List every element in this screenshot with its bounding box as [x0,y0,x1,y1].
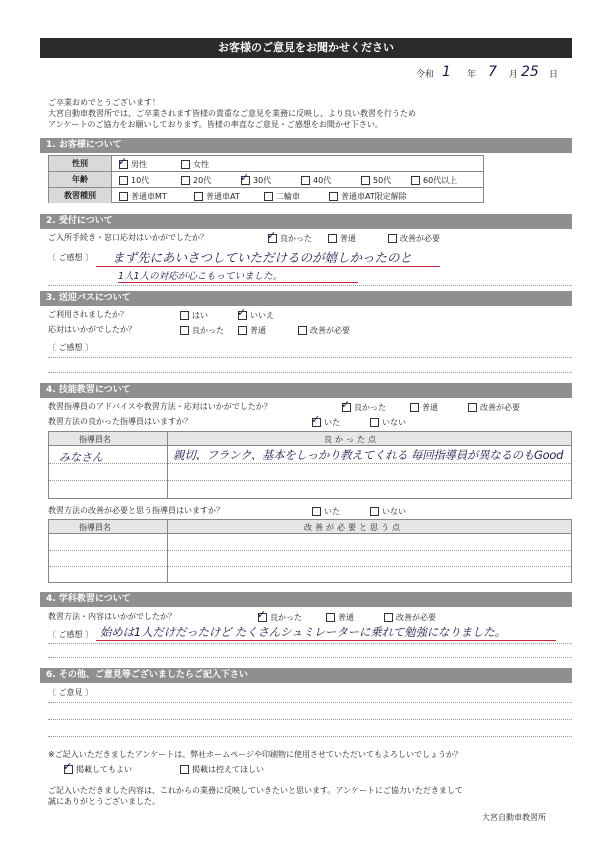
page-title: お客様のご意見をお聞かせください [40,38,572,58]
section3-header: 3. 送迎バスについて [40,291,572,306]
check-mark-icon: ✓ [311,413,321,426]
intro-line3: アンケートのご協力をお願いしております。皆様の率直なご意見・ご感想をお聞かせ下さい。 [48,120,383,129]
date-month-unit: 月 [509,70,519,80]
type-label: 教習種別 [49,188,111,203]
date-day-unit: 日 [549,70,559,80]
bus-improve-checkbox[interactable]: 改善が必要 [298,325,350,336]
bus-service-question: 応対はいかがでしたか？ [48,325,136,334]
publish-question: ※ご記入いただきましたアンケートは、弊社ホームページや印刷物に使用させていただいてもよろしいでしょうか？ [48,750,463,759]
section4-header: 4. 技能教習について [40,383,572,398]
good-instructor-points: 親切、フランク、基本をしっかり教えてくれる 毎回指導員が異なるのもGood [173,448,564,462]
check-mark-icon: ✓ [118,155,128,168]
gender-male-checkbox[interactable]: ✓ 男性 [118,155,147,169]
skill-good-checkbox[interactable]: ✓ 良かった [341,398,386,412]
academic-comment: 始めは1人だけだったけど たくさんシュミレーターに乗れて勉強になりました。 [100,625,506,639]
type-motorcycle-checkbox[interactable]: 二輪車 [264,191,300,202]
reception-question: ご入所手続き・窓口応対はいかがでしたか？ [48,233,208,242]
improve-instructor-question: 教習方法の改善が必要と思う指導員はいますか？ [48,506,224,515]
age-30s-checkbox[interactable]: ✓ 30代 [240,171,272,185]
col-good-points: 良かった点 [324,435,379,444]
check-mark-icon: ✓ [240,171,250,184]
bus-use-question: ご利用されましたか？ [48,310,128,319]
date-day: 25 [521,64,539,80]
good-instructor-yes-checkbox[interactable]: ✓ いた [311,413,340,427]
footer-line2: 誠にありがとうございました。 [48,797,160,806]
age-40s-checkbox[interactable]: 40代 [301,175,331,186]
intro-line2: 大宮自動車教習所では、ご卒業されます皆様の貴重なご意見を業務に反映し、より良い教習を行うため [48,109,416,118]
date-era: 令和 [416,70,435,80]
bus-comment-label: 〔 ご感想 〕 [48,343,94,352]
bus-no-checkbox[interactable]: ✓ いいえ [237,306,274,320]
date-year: 1 [442,64,451,80]
good-instructor-question: 教習方法の良かった指導員はいますか？ [48,417,192,426]
reception-comment-line1: まず先にあいさつしていただけるのが嬉しかったのと [112,250,413,265]
date-month: 7 [488,64,497,80]
good-instructor-table [48,431,572,499]
col-instructor-name: 指導員名 [79,523,111,532]
type-at-release-checkbox[interactable]: 普通車AT限定解除 [329,191,407,202]
academic-good-checkbox[interactable]: ✓ 良かった [257,608,302,622]
bus-normal-checkbox[interactable]: 普通 [238,325,266,336]
reception-improve-checkbox[interactable]: 改善が必要 [388,233,440,244]
publish-ok-checkbox[interactable]: ✓ 掲載してもよい [63,760,132,774]
academic-question: 教習方法・内容はいかがでしたか？ [48,612,176,621]
reception-good-checkbox[interactable]: ✓ 良かった [267,229,312,243]
skill-improve-checkbox[interactable]: 改善が必要 [468,402,520,413]
section6-header: 6. その他、ご意見等ございましたらご記入下さい [40,668,572,683]
underline-mark [96,266,440,267]
intro-line1: ご卒業おめでとうございます！ [48,98,160,107]
col-instructor-name: 指導員名 [79,435,111,444]
age-20s-checkbox[interactable]: 20代 [181,175,211,186]
bus-yes-checkbox[interactable]: はい [180,310,208,321]
good-instructor-no-checkbox[interactable]: いない [370,417,406,428]
footer-line1: ご記入いただきました内容は、これからの業務に反映していきたいと思います。アンケートにご協力いただきまして [48,786,463,795]
publish-no-checkbox[interactable]: 掲載は控えてほしい [180,764,264,775]
gender-female-checkbox[interactable]: 女性 [181,159,209,170]
gender-label: 性別 [49,156,111,172]
check-mark-icon: ✓ [237,306,247,319]
age-label: 年齢 [49,172,111,188]
academic-comment-label: 〔 ご感想 〕 [48,630,94,639]
skill-question: 教習指導員のアドバイスや教習方法・応対はいかがでしたか？ [48,402,272,411]
check-mark-icon: ✓ [257,608,267,621]
underline-mark [96,640,556,641]
underline-mark [118,282,358,283]
age-10s-checkbox[interactable]: 10代 [119,175,149,186]
section5-header: 4. 学科教習について [40,592,572,607]
improve-instructor-no-checkbox[interactable]: いない [370,506,406,517]
age-50s-checkbox[interactable]: 50代 [361,175,391,186]
col-improve-points: 改善が必要と思う点 [304,523,403,532]
type-mt-checkbox[interactable]: 普通車MT [119,191,167,202]
date-year-unit: 年 [467,70,477,80]
section2-header: 2. 受付について [40,214,572,229]
other-comment-label: 〔 ご意見 〕 [48,688,94,697]
section1-header: 1. お客様について [40,138,572,153]
check-mark-icon: ✓ [63,760,73,773]
age-60s-checkbox[interactable]: 60代以上 [411,175,457,186]
academic-normal-checkbox[interactable]: 普通 [326,612,354,623]
check-mark-icon: ✓ [267,229,277,242]
reception-normal-checkbox[interactable]: 普通 [328,233,356,244]
school-name: 大宮自動車教習所 [482,813,546,822]
reception-comment-line2: 1人1人の対応が心こもっていました。 [118,271,283,282]
skill-normal-checkbox[interactable]: 普通 [410,402,438,413]
improve-instructor-table [48,519,572,583]
customer-table [48,155,484,203]
type-at-checkbox[interactable]: 普通車AT [194,191,240,202]
check-mark-icon: ✓ [341,398,351,411]
bus-good-checkbox[interactable]: 良かった [180,325,224,336]
academic-improve-checkbox[interactable]: 改善が必要 [384,612,436,623]
improve-instructor-yes-checkbox[interactable]: いた [312,506,340,517]
good-instructor-name: みなさん [59,451,103,464]
reception-comment-label: 〔 ご感想 〕 [48,253,94,262]
